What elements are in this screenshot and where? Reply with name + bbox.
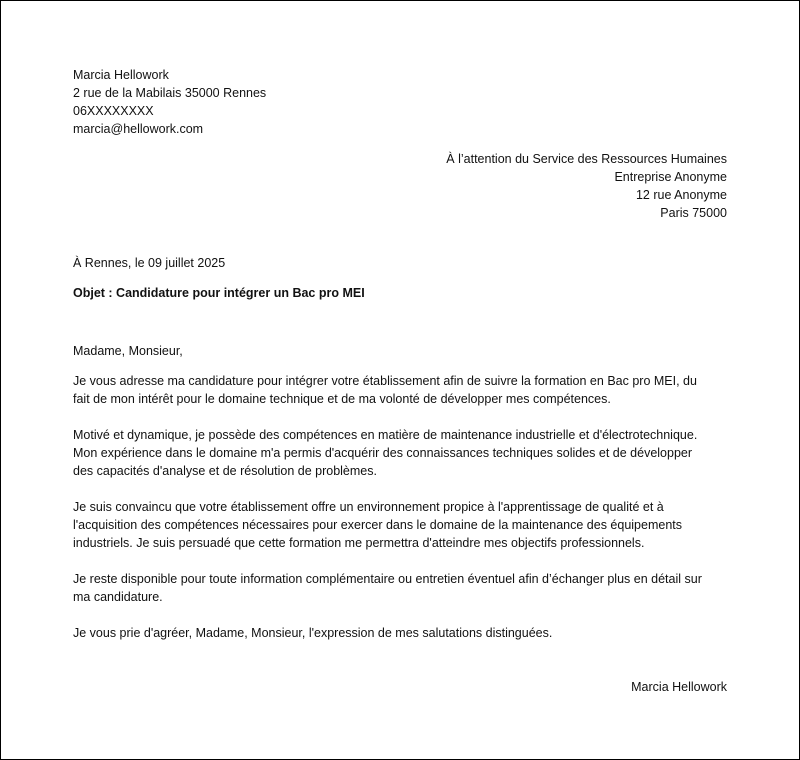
paragraph-line: Je reste disponible pour toute information complémentaire ou entretien éventuel afin d’échanger plus en détail sur	[73, 572, 702, 586]
recipient-street: 12 rue Anonyme	[635, 188, 727, 202]
sender-name: Marcia Hellowork	[73, 68, 169, 82]
paragraph-line: Motivé et dynamique, je possède des compétences en matière de maintenance industrielle et d'électrotechnique.	[73, 428, 698, 442]
paragraph-line: Je vous prie d'agréer, Madame, Monsieur, l'expression de mes salutations distinguées.	[73, 626, 553, 640]
recipient-block	[446, 150, 727, 222]
body-paragraph	[73, 426, 733, 480]
closing-paragraph	[73, 624, 733, 642]
sender-phone: 06XXXXXXXX	[73, 104, 154, 118]
body-paragraph	[73, 570, 733, 606]
recipient-attention: À l’attention du Service des Ressources Humaines	[446, 152, 727, 166]
paragraph-line: Je vous adresse ma candidature pour intégrer votre établissement afin de suivre la formation en Bac pro MEI, du	[73, 374, 697, 388]
paragraph-line: l'acquisition des compétences nécessaires pour exercer dans le domaine de la maintenance des équipements	[73, 518, 682, 532]
letter-body	[73, 372, 733, 660]
body-paragraph	[73, 372, 733, 408]
recipient-city: Paris 75000	[660, 206, 727, 220]
signature: Marcia Hellowork	[631, 680, 727, 694]
recipient-company: Entreprise Anonyme	[614, 170, 727, 184]
sender-address: 2 rue de la Mabilais 35000 Rennes	[73, 86, 267, 100]
paragraph-line: industriels. Je suis persuadé que cette formation me permettra d'atteindre mes objectifs professionnels.	[73, 536, 645, 550]
body-paragraph	[73, 498, 733, 552]
paragraph-line: ma candidature.	[73, 590, 163, 604]
paragraph-line: Mon expérience dans le domaine m'a permis d'acquérir des connaissances techniques solides et de développer	[73, 446, 693, 460]
paragraph-line: des capacités d'analyse et de résolution de problèmes.	[73, 464, 377, 478]
paragraph-line: fait de mon intérêt pour le domaine technique et de ma volonté de développer mes compétences.	[73, 392, 611, 406]
paragraph-line: Je suis convaincu que votre établissement offre un environnement propice à l'apprentissage de qualité et à	[73, 500, 664, 514]
sender-email: marcia@hellowork.com	[73, 122, 204, 136]
salutation: Madame, Monsieur,	[73, 344, 183, 358]
date-line: À Rennes, le 09 juillet 2025	[73, 256, 226, 270]
sender-block	[73, 66, 266, 138]
subject-line: Objet : Candidature pour intégrer un Bac pro MEI	[73, 286, 365, 300]
